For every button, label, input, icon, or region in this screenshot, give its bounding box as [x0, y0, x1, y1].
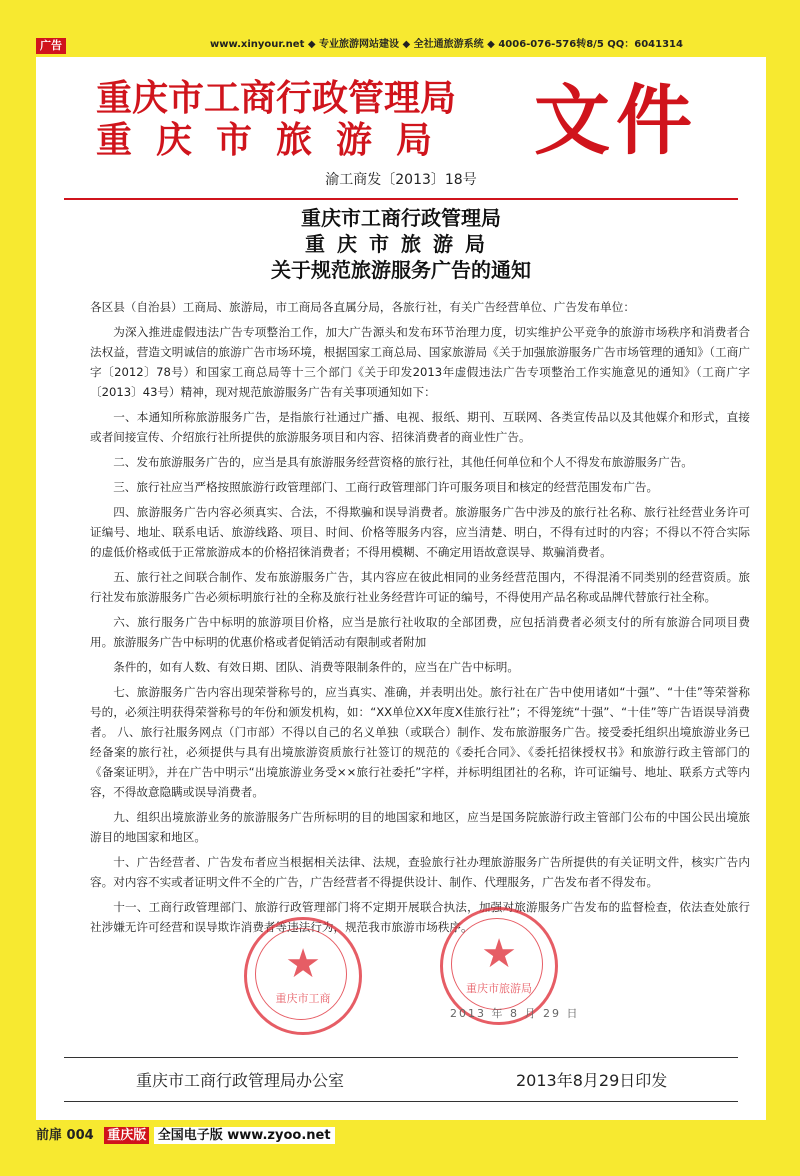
- issuer-line-1: 重庆市工商行政管理局: [96, 77, 457, 119]
- edition-badge: 重庆版: [104, 1127, 149, 1144]
- ad-tag: 广告: [36, 38, 66, 54]
- star-icon: ★: [481, 931, 517, 977]
- issuing-office: 重庆市工商行政管理局办公室: [136, 1071, 345, 1090]
- page-number: 前扉 004: [36, 1128, 94, 1143]
- notice-title: [36, 205, 766, 283]
- seal-date: 2013 年 8 月 29 日: [450, 1007, 580, 1020]
- notice-title-1: 重庆市工商行政管理局: [301, 206, 501, 230]
- paragraph: 为深入推进虚假违法广告专项整治工作，加大广告源头和发布环节治理力度，切实维护公平竞争的旅游市场秩序和消费者合法权益，营造文明诚信的旅游广告市场环境，根据国家工商总局、国家旅游局《关于加强旅游服务广告市场管理的通知》（工商广字〔2012〕78号）和国家工商总局等十三个部门《关于印发2013年虚假违法广告专项整治工作实施意见的通知》（工商广字〔2013〕43号）精神，现对规范旅游服务广告有关事项通知如下：: [90, 325, 750, 399]
- red-divider: [64, 198, 738, 200]
- paragraph: 一、本通知所称旅游服务广告，是指旅行社通过广播、电视、报纸、期刊、互联网、各类宣传品以及其他媒介和形式，直接或者间接宣传、介绍旅行社所提供的旅游服务项目和内容、招徕消费者的商业性广告。: [90, 410, 750, 444]
- notice-title-3: 关于规范旅游服务广告的通知: [271, 258, 531, 282]
- paragraph: 二、发布旅游服务广告的，应当是具有旅游服务经营资格的旅行社，其他任何单位和个人不得发布旅游服务广告。: [113, 455, 693, 469]
- paragraph: 九、组织出境旅游业务的旅游服务广告所标明的目的地国家和地区，应当是国务院旅游行政主管部门公布的中国公民出境旅游目的地国家和地区。: [90, 810, 750, 844]
- doc-number: 渝工商发〔2013〕18号: [325, 172, 477, 188]
- document-sheet: [36, 57, 766, 1120]
- paragraph: 六、旅行服务广告中标明的旅游项目价格，应当是旅行社收取的全部团费，应包括消费者必须支付的所有旅游合同项目费用。旅游服务广告中标明的优惠价格或者促销活动有限制或者附加: [90, 615, 750, 649]
- paragraph: 四、旅游服务广告内容必须真实、合法，不得欺骗和误导消费者。旅游服务广告中涉及的旅行社名称、旅行社经营业务许可证编号、地址、联系电话、旅游线路、项目、时间、价格等服务内容，应当清楚、明白，不得有过时的内容；不得以不符合实际的虚低价格或低于正常旅游成本的价格招徕消费者；不得用模糊、不确定用语故意误导、欺骗消费者。: [90, 505, 750, 559]
- salutation: 各区县（自治县）工商局、旅游局，市工商局各直属分局，各旅行社，有关广告经营单位、广告发布单位：: [90, 300, 635, 314]
- print-date: 2013年8月29日印发: [516, 1071, 668, 1090]
- doc-word: 文件: [534, 76, 698, 165]
- bottom-divider-2: [64, 1101, 738, 1102]
- seal-left-icon: [244, 917, 362, 1035]
- page-footer: [36, 1124, 335, 1146]
- notice-body: [90, 297, 750, 942]
- paragraph: 三、旅行社应当严格按照旅游行政管理部门、工商行政管理部门许可服务项目和核定的经营范围发布广告。: [113, 480, 659, 494]
- star-icon: ★: [285, 941, 321, 987]
- paragraph: 十、广告经营者、广告发布者应当根据相关法律、法规，查验旅行社办理旅游服务广告所提供的有关证明文件，核实广告内容。对内容不实或者证明文件不全的广告，广告经营者不得提供设计、制作、代理服务，广告发布者不得发布。: [90, 855, 750, 889]
- ad-line: www.xinyour.net ◆ 专业旅游网站建设 ◆ 全社通旅游系统 ◆ 4006-076-576转8/5 QQ：6041314: [210, 39, 683, 50]
- seal-right-label: 重庆市旅游局: [466, 982, 532, 995]
- national-edition-link[interactable]: 全国电子版 www.zyoo.net: [154, 1127, 335, 1144]
- issuer-title: [96, 77, 516, 161]
- paragraph: 十一、工商行政管理部门、旅游行政管理部门将不定期开展联合执法，加强对旅游服务广告发布的监督检查，依法查处旅行社涉嫌无许可经营和误导欺诈消费者等违法行为，规范我市旅游市场秩序。: [90, 900, 750, 934]
- bottom-divider: [64, 1057, 738, 1058]
- seal-left-label: 重庆市工商: [275, 992, 331, 1005]
- paragraph: 条件的，如有人数、有效日期、团队、消费等限制条件的，应当在广告中标明。: [113, 660, 519, 674]
- issuer-line-2: 重庆市旅游局: [96, 119, 457, 161]
- paragraph: 五、旅行社之间联合制作、发布旅游服务广告，其内容应在彼此相同的业务经营范围内，不得混淆不同类别的经营资质。旅行社发布旅游服务广告必须标明旅行社的全称及旅行社业务经营许可证的编号，不得使用产品名称或品牌代替旅行社全称。: [90, 570, 750, 604]
- top-ad-bar: [0, 0, 800, 58]
- notice-title-2: 重庆市旅游局: [305, 232, 497, 256]
- paragraph: 七、旅游服务广告内容出现荣誉称号的，应当真实、准确，并表明出处。旅行社在广告中使用诸如“十强”、“十佳”等荣誉称号的，必须注明获得荣誉称号的年份和颁发机构，如：“XX单位XX年度X佳旅行社”；不得笼统“十强”、“十佳”等广告语误导消费者。 八、旅行社服务网点（门市部）不得以自己的名义单独（或联合）制作、发布旅游服务广告。接受委托组织出境旅游业务已经备案的旅行社，必须提供与具有出境旅游资质旅行社签订的规范的《委托合同》、《委托招徕授权书》和旅游行政主管部门的《备案证明》，并在广告中明示“出境旅游业务受××旅行社委托”字样，并标明组团社的名称，许可证编号、地址、联系方式等内容，不得故意隐瞒或误导消费者。: [90, 685, 750, 799]
